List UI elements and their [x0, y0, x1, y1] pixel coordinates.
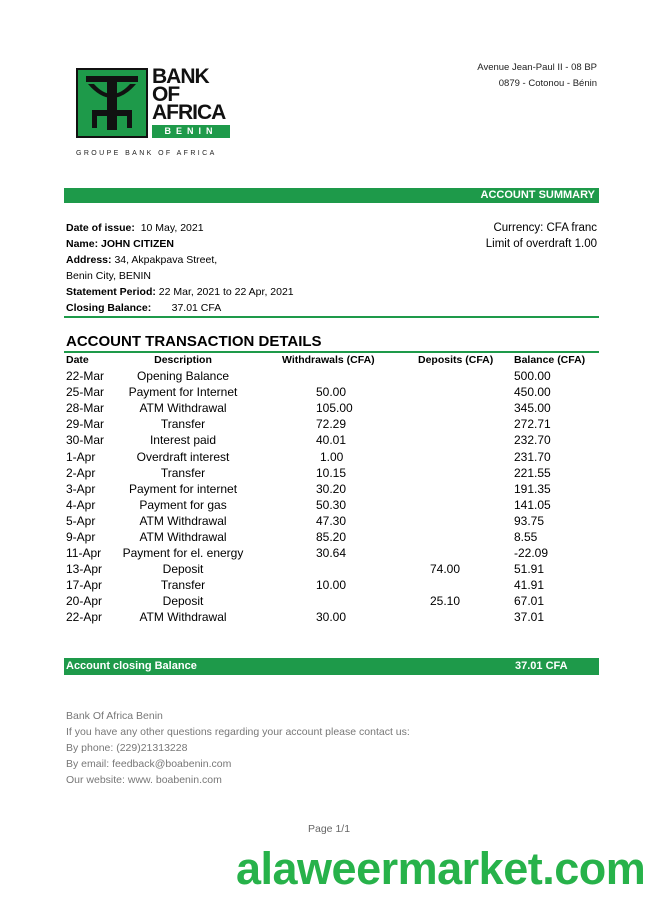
table-row: 25-Mar Payment for Internet 50.00 450.00 — [66, 385, 551, 399]
watermark: alaweermarket.com — [236, 843, 646, 894]
bank-address-line2: 0879 - Cotonou - Bénin — [498, 78, 597, 89]
closing-balance-value: 37.01 CFA — [515, 660, 568, 672]
footer-bank-name: Bank Of Africa Benin — [66, 710, 163, 722]
table-row: 30-Mar Interest paid 40.01 232.70 — [66, 433, 551, 447]
col-header-balance: Balance (CFA) — [514, 354, 586, 366]
closing-balance-bar — [64, 658, 599, 675]
logo-wordmark: BANK OF AFRICA — [152, 65, 226, 124]
statement-period: Statement Period: 22 Mar, 2021 to 22 Apr, 2021 — [66, 286, 294, 298]
closing-balance-summary: Closing Balance: 37.01 CFA — [66, 302, 222, 314]
customer-name: Name: JOHN CITIZEN — [66, 238, 174, 250]
bank-address-line1: Avenue Jean-Paul II - 08 BP — [477, 62, 597, 73]
col-header-withdrawals: Withdrawals (CFA) — [282, 354, 375, 366]
table-row: 20-Apr Deposit 25.10 67.01 — [66, 594, 545, 608]
footer-contact-intro: If you have any other questions regarding your account please contact us: — [66, 726, 410, 738]
footer-email[interactable]: By email: feedback@boabenin.com — [66, 758, 232, 770]
divider — [64, 351, 599, 353]
date-of-issue: Date of issue: 10 May, 2021 — [66, 222, 204, 234]
table-row: 28-Mar ATM Withdrawal 105.00 345.00 — [66, 401, 551, 415]
table-row: 13-Apr Deposit 74.00 51.91 — [66, 562, 545, 576]
table-row: 22-Apr ATM Withdrawal 30.00 37.01 — [66, 610, 545, 624]
closing-balance-label: Account closing Balance — [66, 660, 197, 672]
footer-website[interactable]: Our website: www. boabenin.com — [66, 774, 222, 786]
table-row: 11-Apr Payment for el. energy 30.64 -22.09 — [66, 546, 549, 560]
table-row: 29-Mar Transfer 72.29 272.71 — [66, 417, 551, 431]
col-header-date: Date — [66, 354, 89, 366]
table-row: 17-Apr Transfer 10.00 41.91 — [66, 578, 545, 592]
currency: Currency: CFA franc — [493, 222, 597, 234]
table-row: 4-Apr Payment for gas 50.30 141.05 — [66, 498, 551, 512]
table-row: 1-Apr Overdraft interest 1.00 231.70 — [66, 450, 551, 464]
logo-group: GROUPE BANK OF AFRICA — [76, 150, 217, 157]
col-header-deposits: Deposits (CFA) — [418, 354, 494, 366]
customer-address: Address: 34, Akpakpava Street, — [66, 254, 218, 266]
transactions-title: ACCOUNT TRANSACTION DETAILS — [66, 333, 322, 350]
logo-emblem-icon — [76, 68, 148, 138]
overdraft-limit: Limit of overdraft 1.00 — [485, 238, 597, 250]
table-row: 3-Apr Payment for internet 30.20 191.35 — [66, 482, 551, 496]
table-row: 2-Apr Transfer 10.15 221.55 — [66, 466, 551, 480]
page-number: Page 1/1 — [308, 823, 351, 835]
table-row: 9-Apr ATM Withdrawal 85.20 8.55 — [66, 530, 538, 544]
customer-address-line2: Benin City, BENIN — [66, 270, 151, 282]
col-header-description: Description — [154, 354, 212, 366]
footer-phone: By phone: (229)21313228 — [66, 742, 188, 754]
table-row: 22-Mar Opening Balance 500.00 — [66, 369, 551, 383]
divider — [64, 316, 599, 318]
account-summary-title: ACCOUNT SUMMARY — [480, 189, 595, 201]
account-summary-bar — [64, 188, 599, 203]
logo-country: BENIN — [152, 125, 230, 138]
table-row: 5-Apr ATM Withdrawal 47.30 93.75 — [66, 514, 545, 528]
bank-logo — [76, 65, 236, 160]
